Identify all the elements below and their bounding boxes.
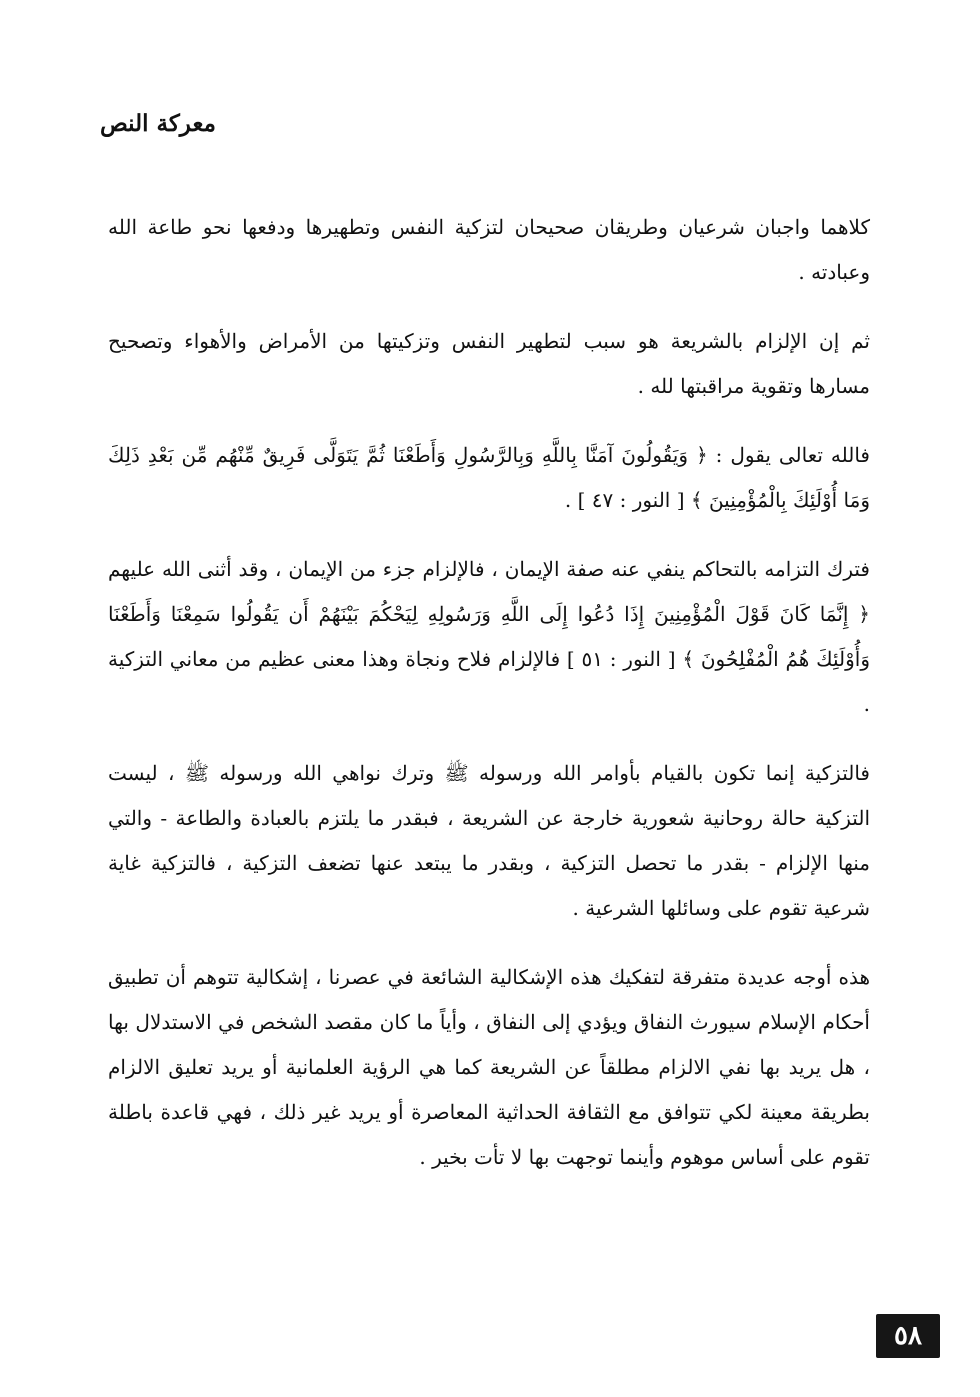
paragraph: فالتزكية إنما تكون بالقيام بأوامر الله ورسوله ﷺ وترك نواهي الله ورسوله ﷺ ، ليست التزكية حالة روحانية شعورية خارجة عن الشريعة ، فبقدر ما يلتزم بالعبادة والطاعة - والتي منها الإلزام - بقدر ما تحصل التزكية ، وبقدر ما يبتعد عنها تضعف التزكية ، فالتزكية غاية شرعية تقوم على وسائلها الشرعية . — [108, 761, 870, 920]
paragraph-quran-quote: فترك التزامه بالتحاكم ينفي عنه صفة الإيمان ، فالإلزام جزء من الإيمان ، وقد أثنى الله عليهم ﴿ إِنَّمَا كَانَ قَوْلَ الْمُؤْمِنِينَ إِذَا دُعُوا إِلَى اللَّهِ وَرَسُولِهِ لِيَحْكُمَ بَيْنَهُمْ أَن يَقُولُوا سَمِعْنَا وَأَطَعْنَا وَأُوْلَئِكَ هُمُ الْمُفْلِحُونَ ﴾ [ النور : ٥١ ] فالإلزام فلاح ونجاة وهذا معنى عظيم من معاني التزكية . — [108, 557, 871, 716]
paragraph-quran-quote: فالله تعالى يقول : ﴿ وَيَقُولُونَ آمَنَّا بِاللَّهِ وَبِالرَّسُولِ وَأَطَعْنَا ثُمَّ يَتَوَلَّى فَرِيقٌ مِّنْهُم مِّن بَعْدِ ذَلِكَ وَمَا أُوْلَئِكَ بِالْمُؤْمِنِينَ ﴾ [ النور : ٤٧ ] . — [108, 443, 870, 512]
paragraph: هذه أوجه عديدة متفرقة لتفكيك هذه الإشكالية الشائعة في عصرنا ، إشكالية تتوهم أن تطبيق أحكام الإسلام سيورث النفاق ويؤدي إلى النفاق ، وأياً ما كان مقصد الشخص في الاستدلال بها ، هل يريد بها نفي الالزام مطلقاً عن الشريعة كما هي الرؤية العلمانية أو يريد تعليق الالزام بطريقة معينة لكي تتوافق مع الثقافة الحداثية المعاصرة أو يريد غير ذلك ، فهي قاعدة باطلة تقوم على أساس موهوم وأينما توجهت بها لا تأت بخير . — [108, 965, 870, 1169]
page-number-badge: ٥٨ — [876, 1314, 940, 1358]
body-text — [108, 205, 870, 1204]
paragraph: ثم إن الإلزام بالشريعة هو سبب لتطهير النفس وتزكيتها من الأمراض والأهواء وتصحيح مسارها وتقوية مراقبتها لله . — [108, 329, 870, 398]
running-header-title: معركة النص — [100, 110, 216, 137]
paragraph: كلاهما واجبان شرعيان وطريقان صحيحان لتزكية النفس وتطهيرها ودفعها نحو طاعة الله وعبادته . — [108, 215, 870, 284]
